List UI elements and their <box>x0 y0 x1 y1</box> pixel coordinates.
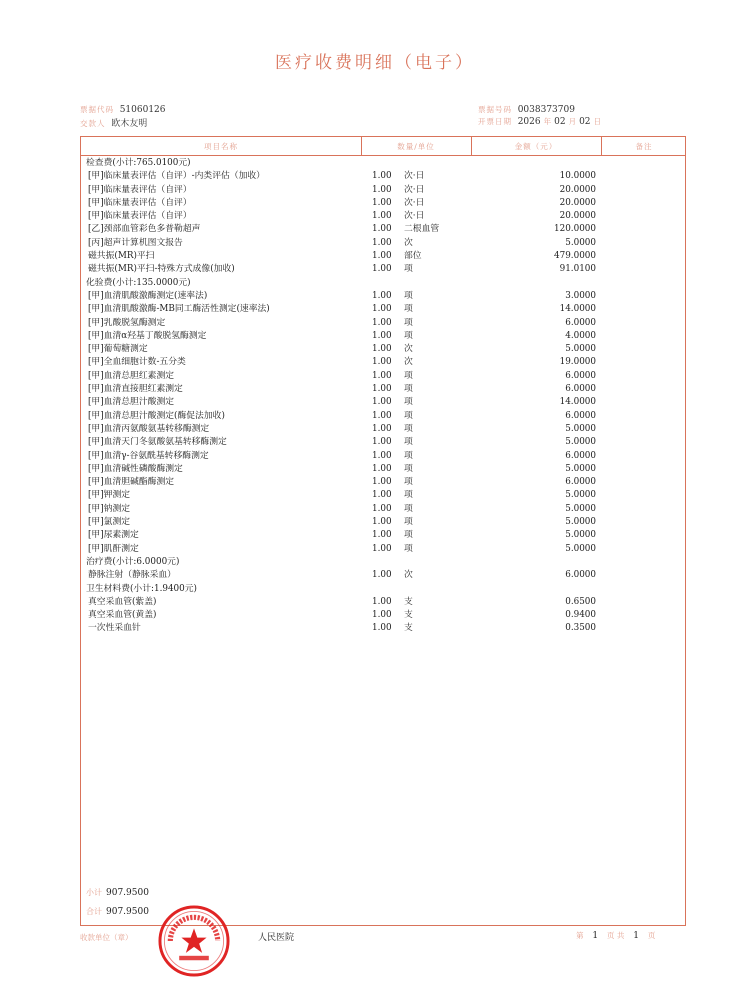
item-unit: 次·日 <box>404 211 425 222</box>
item-name: [甲]血清丙氨酸氨基转移酶测定 <box>88 423 210 434</box>
item-quantity: 1.00 <box>372 477 392 488</box>
issue-date-label: 开票日期 <box>478 117 512 126</box>
item-unit: 项 <box>404 384 413 395</box>
table-header <box>81 137 685 156</box>
item-unit: 项 <box>404 264 413 275</box>
invoice-code-label: 票据代码 <box>80 105 114 114</box>
item-quantity: 1.00 <box>372 517 392 528</box>
table-row <box>86 210 682 223</box>
table-row <box>86 263 682 276</box>
item-unit: 支 <box>404 623 413 634</box>
invoice-number-label: 票据号码 <box>478 105 512 114</box>
item-quantity: 1.00 <box>372 330 392 341</box>
item-unit: 项 <box>404 543 413 554</box>
item-unit: 次·日 <box>404 184 425 195</box>
item-amount: 5.0000 <box>565 543 596 554</box>
item-name: [甲]尿素测定 <box>88 530 139 541</box>
category-name: 卫生材料费(小计:1.9400元) <box>86 583 197 594</box>
item-amount: 6.0000 <box>565 384 596 395</box>
table-row <box>86 463 682 476</box>
item-amount: 0.9400 <box>565 610 596 621</box>
item-amount: 14.0000 <box>559 397 596 408</box>
item-amount: 120.0000 <box>554 224 596 235</box>
item-unit: 项 <box>404 410 413 421</box>
item-name: [甲]氯测定 <box>88 517 131 528</box>
item-unit: 次·日 <box>404 171 425 182</box>
table-row <box>86 596 682 609</box>
item-unit: 项 <box>404 530 413 541</box>
item-quantity: 1.00 <box>372 503 392 514</box>
item-name: 磁共振(MR)平扫 <box>88 251 155 262</box>
item-name: [甲]血清天门冬氨酸氨基转移酶测定 <box>88 437 227 448</box>
item-quantity: 1.00 <box>372 397 392 408</box>
table-row <box>86 250 682 263</box>
category-row <box>86 583 682 596</box>
item-quantity: 1.00 <box>372 437 392 448</box>
item-unit: 次·日 <box>404 197 425 208</box>
table-row <box>86 383 682 396</box>
of-label: 页 共 <box>606 931 625 940</box>
item-quantity: 1.00 <box>372 171 392 182</box>
item-unit: 项 <box>404 517 413 528</box>
item-name: 真空采血管(紫盖) <box>88 596 157 607</box>
table-row <box>86 396 682 409</box>
item-unit: 项 <box>404 317 413 328</box>
item-name: 磁共振(MR)平扫-特殊方式成像(加收) <box>88 264 235 275</box>
table-row <box>86 503 682 516</box>
item-name: [甲]血清碱性磷酸酶测定 <box>88 463 183 474</box>
item-quantity: 1.00 <box>372 384 392 395</box>
item-name: [甲]血清胆碱酯酶测定 <box>88 477 175 488</box>
column-header-amount: 金额（元） <box>514 142 558 151</box>
item-quantity: 1.00 <box>372 530 392 541</box>
item-unit: 项 <box>404 503 413 514</box>
item-amount: 4.0000 <box>565 330 596 341</box>
table-row <box>86 170 682 183</box>
invoice-code-value: 51060126 <box>119 105 166 115</box>
day-unit: 日 <box>593 117 602 126</box>
item-name: [甲]钾测定 <box>88 490 131 501</box>
item-amount: 0.6500 <box>565 596 596 607</box>
item-amount: 5.0000 <box>565 463 596 474</box>
table-row <box>86 410 682 423</box>
item-amount: 6.0000 <box>565 317 596 328</box>
table-row <box>86 330 682 343</box>
item-name: [甲]临床量表评估（自评） <box>88 197 192 208</box>
table-row <box>86 569 682 582</box>
category-name: 治疗费(小计:6.0000元) <box>86 556 180 567</box>
item-unit: 项 <box>404 290 413 301</box>
item-quantity: 1.00 <box>372 197 392 208</box>
issue-date-day: 02 <box>579 117 591 127</box>
item-amount: 6.0000 <box>565 570 596 581</box>
item-name: [甲]肌酐测定 <box>88 543 139 554</box>
item-unit: 项 <box>404 370 413 381</box>
item-quantity: 1.00 <box>372 410 392 421</box>
item-quantity: 1.00 <box>372 290 392 301</box>
item-amount: 10.0000 <box>559 171 596 182</box>
item-name: [甲]临床量表评估（自评） <box>88 211 192 222</box>
item-amount: 14.0000 <box>559 304 596 315</box>
item-quantity: 1.00 <box>372 623 392 634</box>
column-header-quantity-unit: 数量/单位 <box>397 142 435 151</box>
item-quantity: 1.00 <box>372 570 392 581</box>
table-row <box>86 543 682 556</box>
item-quantity: 1.00 <box>372 596 392 607</box>
item-unit: 部位 <box>404 251 422 262</box>
item-name: [甲]血清肌酸激酶测定(速率法) <box>88 290 208 301</box>
table-row <box>86 303 682 316</box>
item-amount: 479.0000 <box>554 251 596 262</box>
invoice-number-value: 0038373709 <box>517 105 575 115</box>
item-unit: 项 <box>404 477 413 488</box>
category-name: 化验费(小计:135.0000元) <box>86 277 191 288</box>
item-amount: 5.0000 <box>565 530 596 541</box>
item-amount: 5.0000 <box>565 237 596 248</box>
item-amount: 5.0000 <box>565 517 596 528</box>
item-name: [甲]血清直接胆红素测定 <box>88 384 183 395</box>
payer-value: 欧木友明 <box>111 119 148 129</box>
item-quantity: 1.00 <box>372 357 392 368</box>
item-amount: 3.0000 <box>565 290 596 301</box>
item-amount: 6.0000 <box>565 477 596 488</box>
table-row <box>86 370 682 383</box>
table-row <box>86 184 682 197</box>
page-end-label: 页 <box>647 931 656 940</box>
table-row <box>86 423 682 436</box>
table-row <box>86 622 682 635</box>
item-name: [甲]临床量表评估（自评）-内类评估（加收） <box>88 171 265 182</box>
payer-label: 交款人 <box>80 119 106 128</box>
invoice-number <box>478 104 575 115</box>
item-amount: 6.0000 <box>565 370 596 381</box>
item-amount: 91.0100 <box>559 264 596 275</box>
item-unit: 项 <box>404 450 413 461</box>
item-amount: 19.0000 <box>559 357 596 368</box>
item-unit: 支 <box>404 596 413 607</box>
subtotal-value: 907.9500 <box>106 888 149 898</box>
issue-date-month: 02 <box>554 117 566 127</box>
table-row <box>86 317 682 330</box>
item-name: [甲]钠测定 <box>88 503 131 514</box>
item-amount: 6.0000 <box>565 450 596 461</box>
table-row <box>86 197 682 210</box>
table-row <box>86 356 682 369</box>
item-quantity: 1.00 <box>372 543 392 554</box>
table-row <box>86 290 682 303</box>
table-row <box>86 529 682 542</box>
table-row <box>86 489 682 502</box>
item-unit: 项 <box>404 490 413 501</box>
table-row <box>86 436 682 449</box>
table-row <box>86 476 682 489</box>
item-name: [丙]超声计算机图文报告 <box>88 237 183 248</box>
issue-date-year: 2026 <box>517 117 541 127</box>
item-name: [甲]血清总胆汁酸测定(酶促法加收) <box>88 410 225 421</box>
item-name: [甲]血清γ-谷氨酰基转移酶测定 <box>88 450 209 461</box>
table-row <box>86 223 682 236</box>
item-unit: 项 <box>404 397 413 408</box>
item-name: [甲]血清肌酸激酶-MB同工酶活性测定(速率法) <box>88 304 270 315</box>
total-label: 合计 <box>86 907 102 916</box>
category-row <box>86 157 682 170</box>
item-name: [甲]血清α羟基丁酸脱氢酶测定 <box>88 330 207 341</box>
table-row <box>86 343 682 356</box>
item-amount: 20.0000 <box>559 211 596 222</box>
item-name: [乙]颈部血管彩色多普勒超声 <box>88 224 201 235</box>
item-quantity: 1.00 <box>372 610 392 621</box>
total-value: 907.9500 <box>106 907 149 917</box>
item-quantity: 1.00 <box>372 450 392 461</box>
item-quantity: 1.00 <box>372 264 392 275</box>
year-unit: 年 <box>543 117 552 126</box>
item-name: [甲]血清总胆汁酸测定 <box>88 397 175 408</box>
item-amount: 20.0000 <box>559 197 596 208</box>
table-row <box>86 450 682 463</box>
subtotal <box>86 887 149 898</box>
item-name: 真空采血管(黄盖) <box>88 610 157 621</box>
payer <box>80 116 147 129</box>
item-quantity: 1.00 <box>372 344 392 355</box>
issuer-name: 人民医院 <box>258 933 295 943</box>
category-name: 检查费(小计:765.0100元) <box>86 158 191 168</box>
item-name: [甲]葡萄糖测定 <box>88 344 148 355</box>
page-label: 第 <box>576 931 584 940</box>
table-row <box>86 609 682 622</box>
item-unit: 二根血管 <box>404 224 440 235</box>
page-count: 1 <box>633 931 639 941</box>
invoice-code <box>80 104 166 115</box>
item-quantity: 1.00 <box>372 463 392 474</box>
item-amount: 5.0000 <box>565 344 596 355</box>
grand-total <box>86 906 149 917</box>
item-name: [甲]全血细胞计数-五分类 <box>88 357 186 368</box>
item-quantity: 1.00 <box>372 224 392 235</box>
item-quantity: 1.00 <box>372 490 392 501</box>
category-row <box>86 556 682 569</box>
item-name: [甲]乳酸脱氢酶测定 <box>88 317 166 328</box>
item-amount: 6.0000 <box>565 410 596 421</box>
item-name: 一次性采血针 <box>88 623 141 634</box>
item-name: [甲]临床量表评估（自评） <box>88 184 192 195</box>
column-header-item-name: 项目名称 <box>204 142 238 151</box>
item-unit: 项 <box>404 330 413 341</box>
page-number: 1 <box>592 931 599 941</box>
item-amount: 5.0000 <box>565 437 596 448</box>
page-indicator <box>576 930 655 941</box>
item-name: 静脉注射（静脉采血） <box>88 570 176 581</box>
item-quantity: 1.00 <box>372 211 392 222</box>
item-amount: 5.0000 <box>565 490 596 501</box>
item-quantity: 1.00 <box>372 251 392 262</box>
official-seal-icon <box>157 904 231 978</box>
month-unit: 月 <box>568 117 577 126</box>
item-unit: 项 <box>404 304 413 315</box>
item-unit: 次 <box>404 570 413 581</box>
item-quantity: 1.00 <box>372 237 392 248</box>
category-row <box>86 277 682 290</box>
item-quantity: 1.00 <box>372 317 392 328</box>
item-quantity: 1.00 <box>372 370 392 381</box>
issuer-label: 收款单位（章） <box>80 933 133 942</box>
item-unit: 支 <box>404 610 413 621</box>
item-quantity: 1.00 <box>372 184 392 195</box>
item-unit: 项 <box>404 423 413 434</box>
item-amount: 20.0000 <box>559 184 596 195</box>
table-body <box>86 157 682 636</box>
item-amount: 0.3500 <box>565 623 596 634</box>
item-unit: 次 <box>404 344 413 355</box>
item-amount: 5.0000 <box>565 423 596 434</box>
item-unit: 项 <box>404 437 413 448</box>
item-unit: 项 <box>404 463 413 474</box>
table-row <box>86 516 682 529</box>
item-unit: 次 <box>404 237 413 248</box>
column-header-remarks: 备注 <box>635 142 653 151</box>
item-quantity: 1.00 <box>372 423 392 434</box>
subtotal-label: 小计 <box>86 888 102 897</box>
document-title: 医疗收费明细（电子） <box>275 53 475 73</box>
item-unit: 次 <box>404 357 413 368</box>
item-name: [甲]血清总胆红素测定 <box>88 370 175 381</box>
item-amount: 5.0000 <box>565 503 596 514</box>
fee-detail-table <box>80 136 686 926</box>
issue-date <box>478 116 604 127</box>
item-quantity: 1.00 <box>372 304 392 315</box>
table-row <box>86 237 682 250</box>
